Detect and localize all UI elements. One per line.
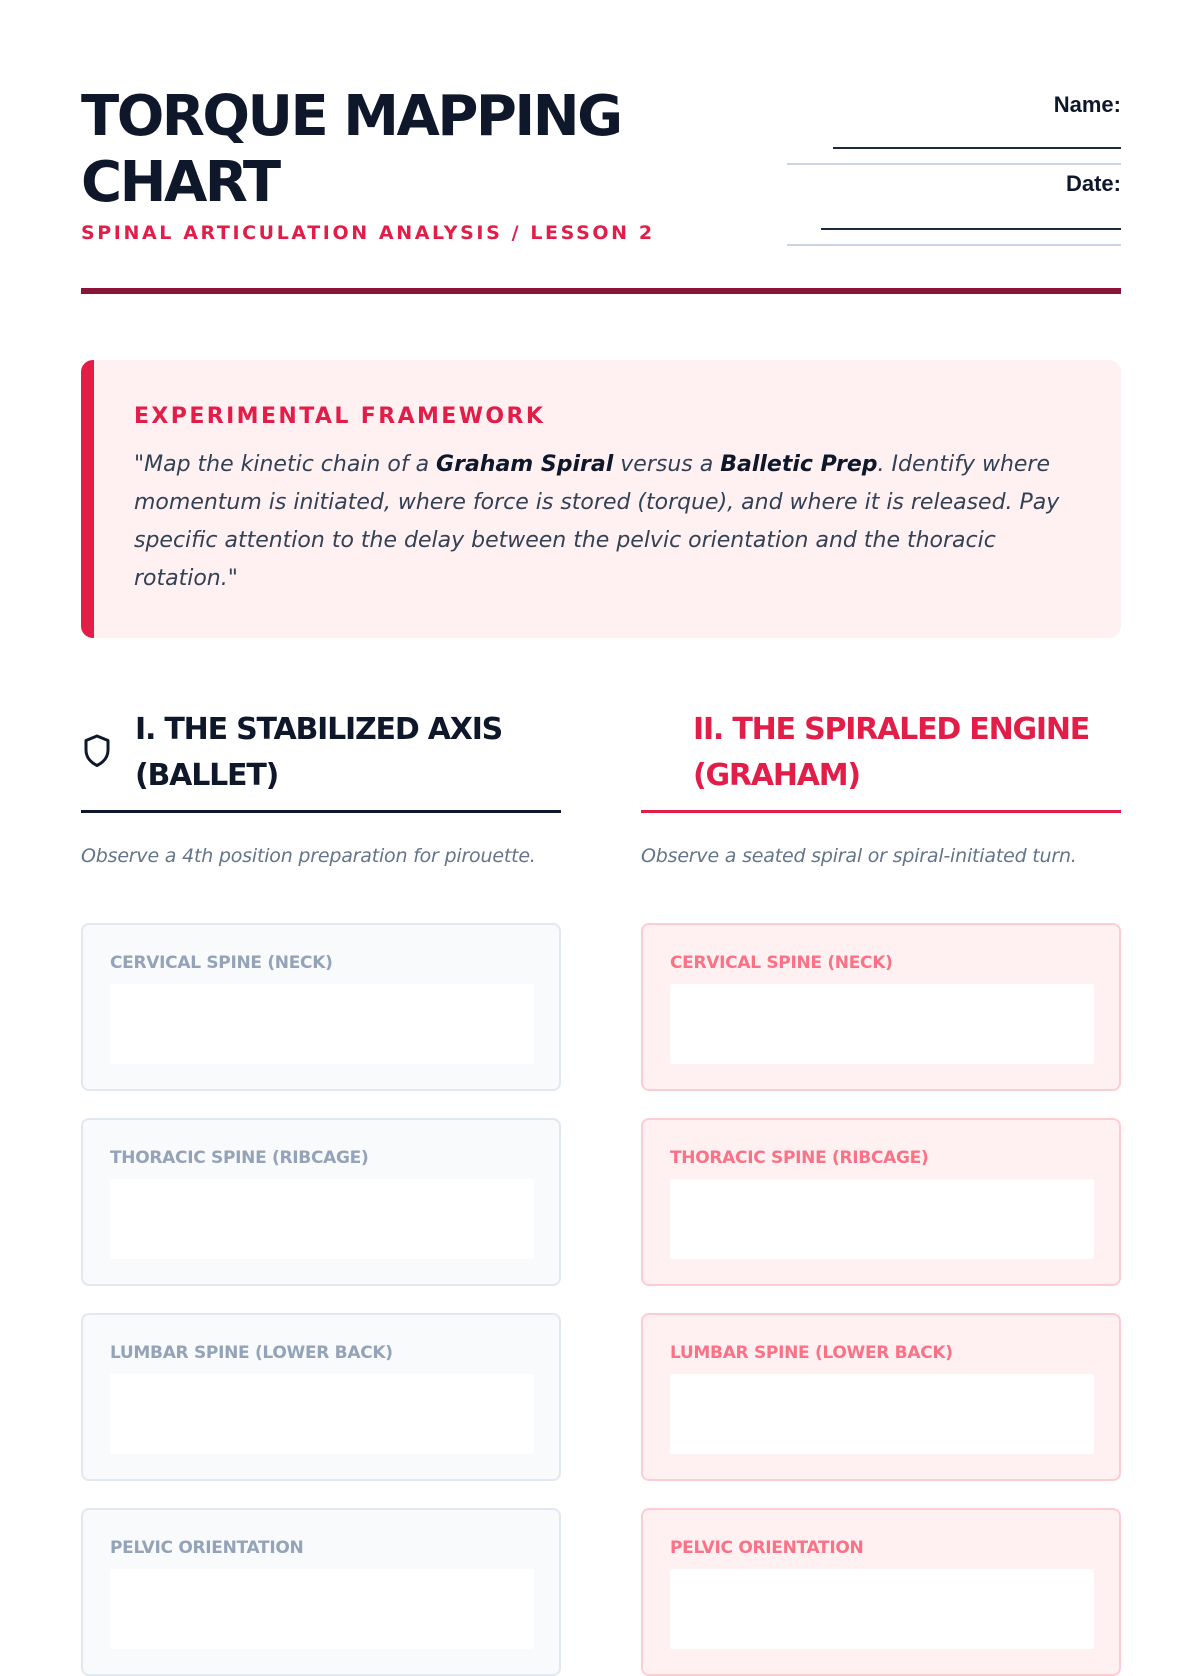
date-label: Date: bbox=[1065, 171, 1121, 196]
quote-emphasis-balletic-prep: Balletic Prep bbox=[720, 452, 878, 477]
worksheet-header bbox=[81, 84, 1121, 294]
page-title: TORQUE MAPPING CHART bbox=[81, 84, 621, 215]
graham-pelvic-card bbox=[641, 1508, 1121, 1676]
ballet-cervical-card bbox=[81, 923, 561, 1091]
card-label: PELVIC ORIENTATION bbox=[110, 1538, 304, 1558]
quote-text: "Map the kinetic chain of a bbox=[134, 452, 437, 477]
framework-quote bbox=[134, 446, 1074, 598]
graham-pelvic-input[interactable] bbox=[670, 1569, 1094, 1649]
graham-column bbox=[641, 705, 1121, 1558]
graham-column-title: II. THE SPIRALED ENGINE (GRAHAM) bbox=[693, 712, 1090, 793]
card-label: LUMBAR SPINE (LOWER BACK) bbox=[110, 1343, 393, 1363]
graham-cervical-card bbox=[641, 923, 1121, 1091]
card-label: CERVICAL SPINE (NECK) bbox=[670, 953, 893, 973]
card-label: THORACIC SPINE (RIBCAGE) bbox=[110, 1148, 369, 1168]
card-label: CERVICAL SPINE (NECK) bbox=[110, 953, 333, 973]
ballet-column-instruction: Observe a 4th position preparation for pirouette. bbox=[81, 845, 536, 867]
date-field[interactable] bbox=[821, 228, 1121, 230]
ballet-lumbar-card bbox=[81, 1313, 561, 1481]
page-subtitle: SPINAL ARTICULATION ANALYSIS / LESSON 2 bbox=[81, 222, 655, 244]
card-label: PELVIC ORIENTATION bbox=[670, 1538, 864, 1558]
ballet-column bbox=[81, 705, 561, 1558]
header-divider bbox=[81, 288, 1121, 294]
callout-accent-bar bbox=[81, 360, 94, 638]
ballet-pelvic-card bbox=[81, 1508, 561, 1676]
ballet-thoracic-input[interactable] bbox=[110, 1179, 534, 1259]
card-label: THORACIC SPINE (RIBCAGE) bbox=[670, 1148, 929, 1168]
quote-text: . Identify where momentum is initiated, where force is stored (torque), and where it is released. Pay specific attention to the delay between the pelvic orientation and the thoracic rotation." bbox=[134, 452, 1060, 591]
shield-icon bbox=[83, 734, 111, 768]
ballet-column-title: I. THE STABILIZED AXIS (BALLET) bbox=[135, 712, 503, 793]
ballet-pelvic-input[interactable] bbox=[110, 1569, 534, 1649]
ballet-lumbar-input[interactable] bbox=[110, 1374, 534, 1454]
worksheet-page bbox=[81, 0, 1121, 1600]
experimental-framework-callout bbox=[81, 360, 1121, 638]
student-info bbox=[787, 84, 1121, 246]
graham-cervical-input[interactable] bbox=[670, 984, 1094, 1064]
framework-heading: EXPERIMENTAL FRAMEWORK bbox=[134, 404, 546, 429]
graham-column-header bbox=[641, 705, 1121, 813]
graham-thoracic-card bbox=[641, 1118, 1121, 1286]
quote-text: versus a bbox=[613, 452, 721, 477]
name-label: Name: bbox=[1053, 92, 1121, 117]
graham-lumbar-input[interactable] bbox=[670, 1374, 1094, 1454]
ballet-column-header bbox=[81, 705, 561, 813]
graham-column-instruction: Observe a seated spiral or spiral-initiated turn. bbox=[641, 845, 1077, 867]
ballet-thoracic-card bbox=[81, 1118, 561, 1286]
graham-thoracic-input[interactable] bbox=[670, 1179, 1094, 1259]
graham-lumbar-card bbox=[641, 1313, 1121, 1481]
card-label: LUMBAR SPINE (LOWER BACK) bbox=[670, 1343, 953, 1363]
ballet-cervical-input[interactable] bbox=[110, 984, 534, 1064]
date-row bbox=[787, 165, 1121, 246]
name-field[interactable] bbox=[833, 147, 1121, 149]
quote-emphasis-graham-spiral: Graham Spiral bbox=[436, 452, 614, 477]
name-row bbox=[787, 84, 1121, 165]
